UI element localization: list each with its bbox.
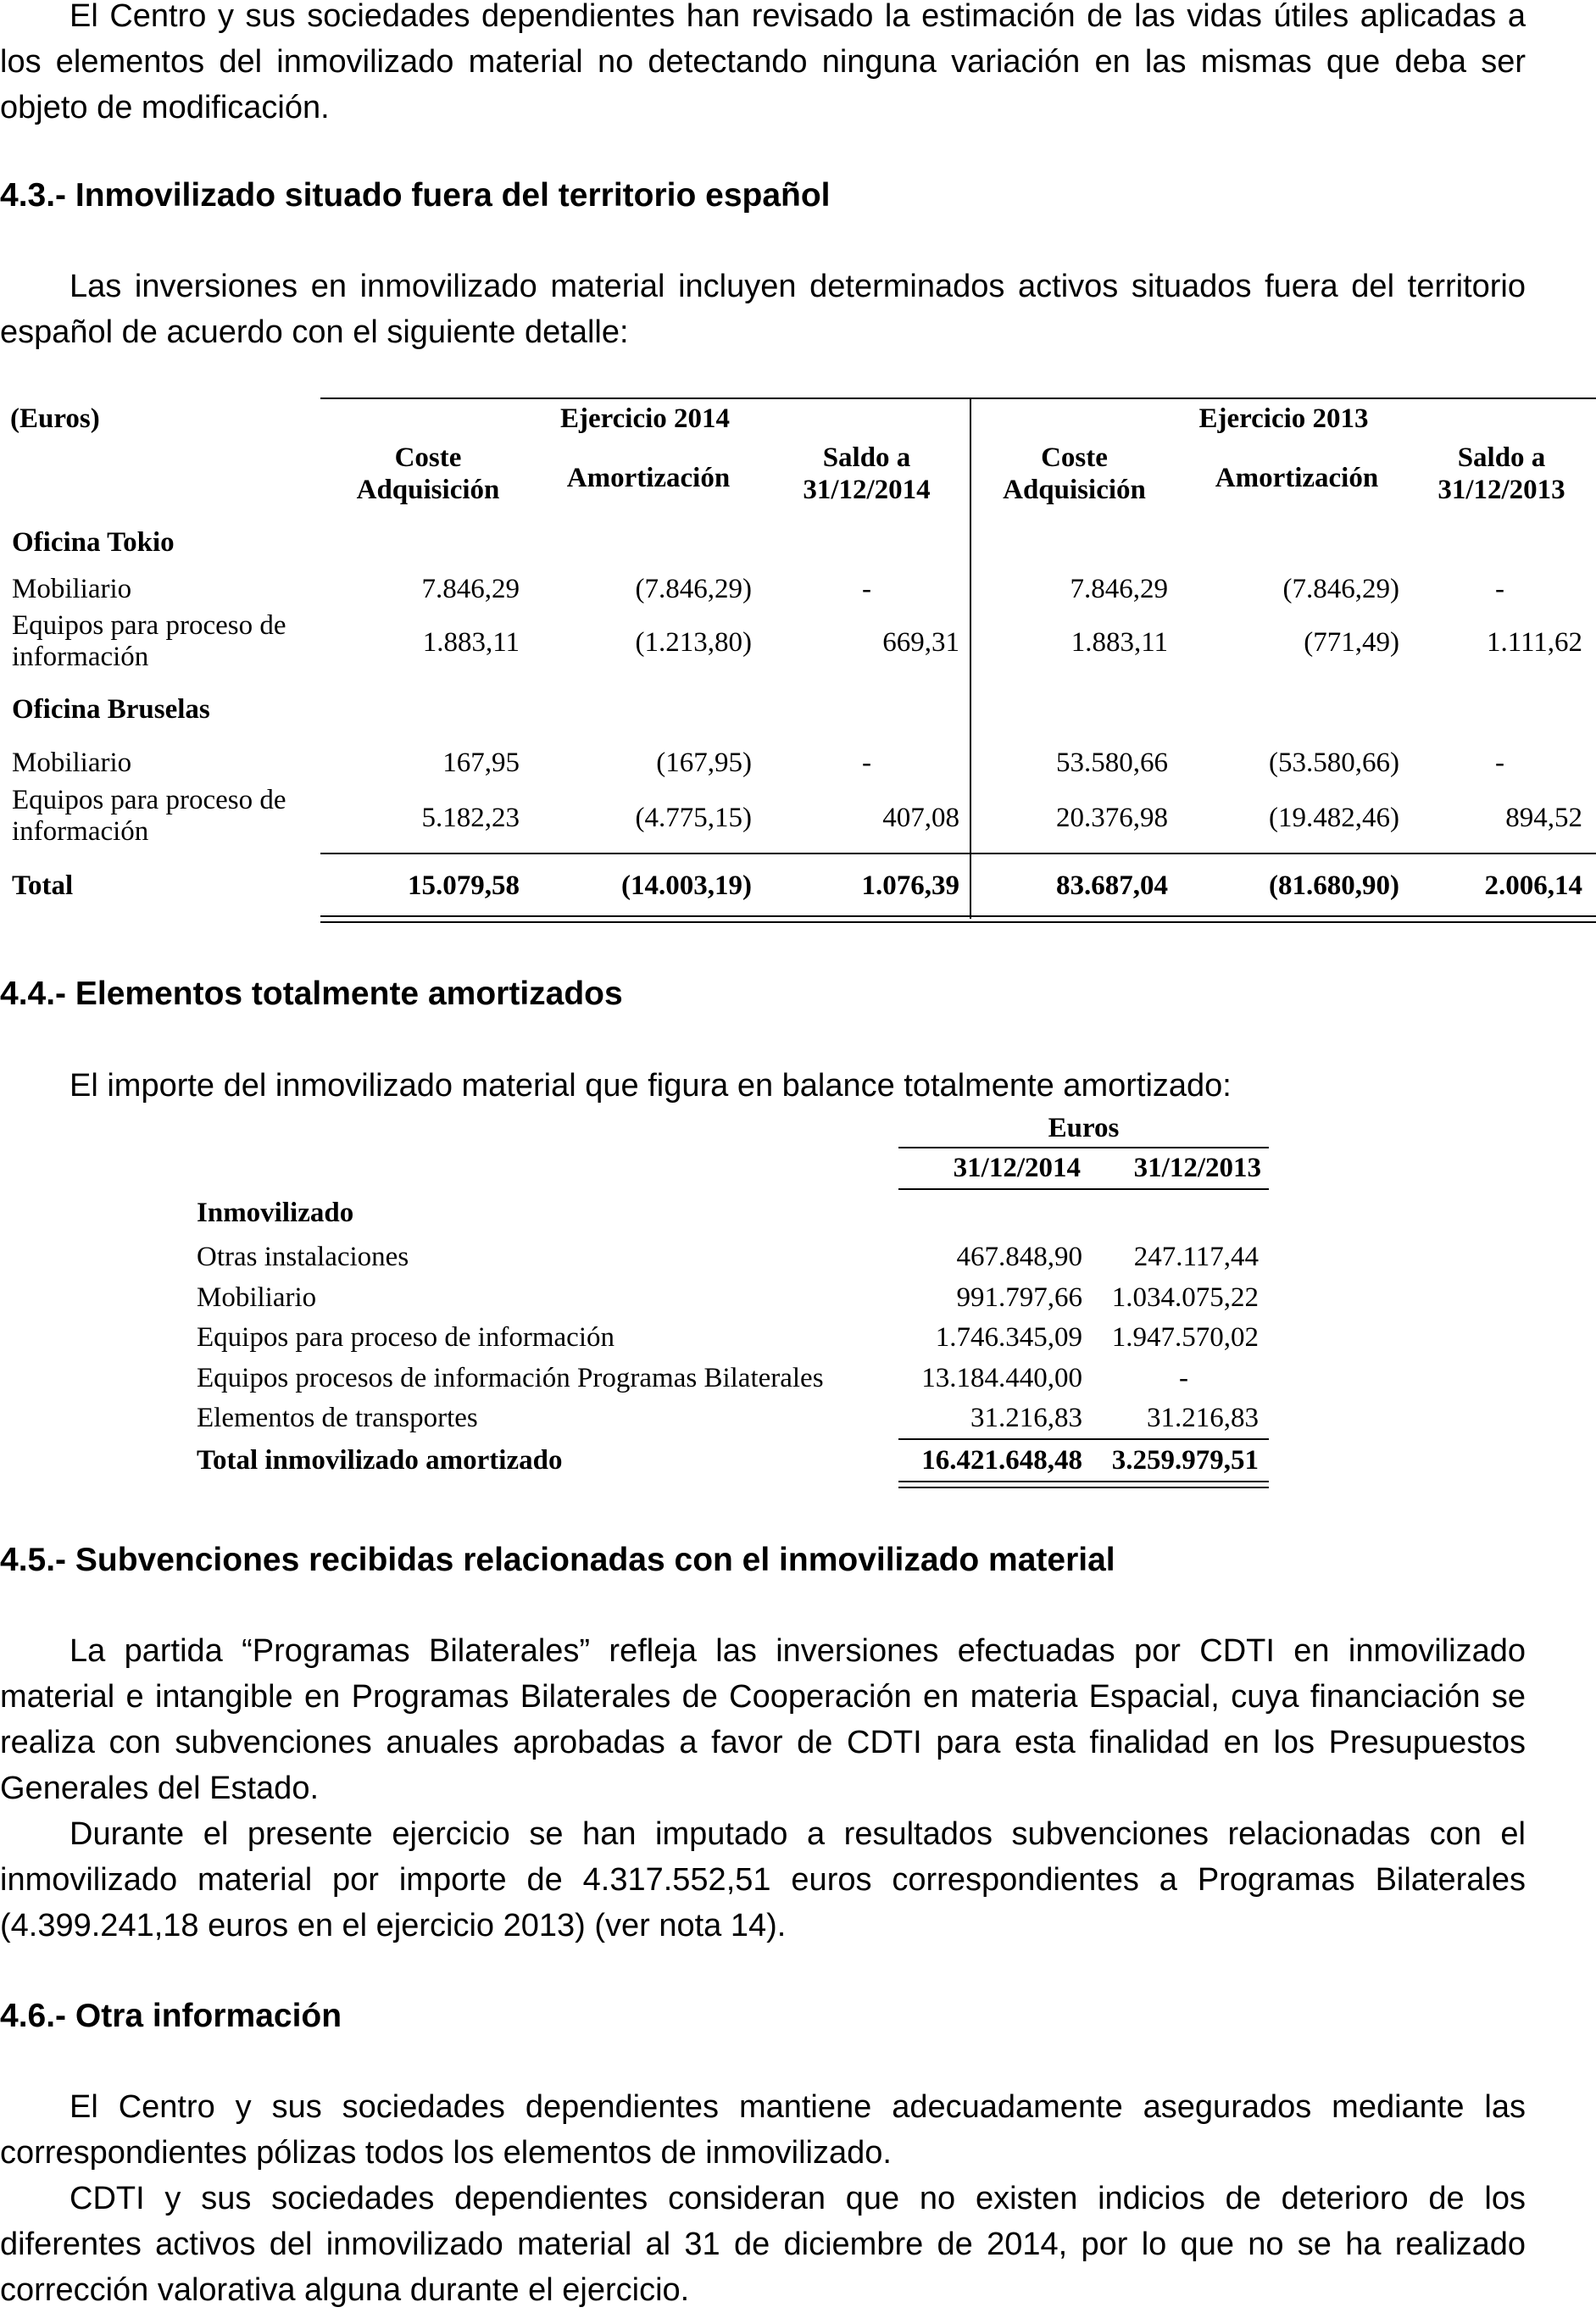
- intro-text: El Centro y sus sociedades dependientes han revisado la estimación de las vidas útiles aplicadas a los elementos del inmovilizado material no detectando ninguna variación en las mismas que deba ser objeto de modificación.: [0, 0, 1526, 125]
- table-total-rule: [320, 853, 1596, 854]
- group-inmovilizado: Inmovilizado: [197, 1198, 354, 1228]
- total-rule: [898, 1438, 1269, 1440]
- col-coste-2013: [975, 442, 1174, 506]
- cell-coste-2013: 53.580,66: [1056, 748, 1168, 778]
- cell-2013: -: [1179, 1363, 1188, 1393]
- section-4-3-paragraph: [0, 264, 1526, 355]
- total-coste-2014: 15.079,58: [408, 870, 520, 901]
- total-saldo-2014: 1.076,39: [861, 870, 959, 901]
- cell-saldo-2013: 894,52: [1505, 803, 1582, 833]
- cell-coste-2014: 7.846,29: [421, 574, 520, 604]
- row-label-line2: información: [12, 816, 149, 847]
- col-2014-header: 31/12/2014: [953, 1153, 1081, 1183]
- row-label: Elementos de transportes: [197, 1403, 478, 1433]
- cell-2014: 467.848,90: [956, 1242, 1082, 1272]
- col-saldo-2013: [1407, 442, 1596, 506]
- col-saldo-line2: 31/12/2013: [1438, 475, 1565, 505]
- section-4-5-heading: 4.5.- Subvenciones recibidas relacionadas con el inmovilizado material: [0, 1542, 1115, 1578]
- section-4-5-text-2: Durante el presente ejercicio se han imputado a resultados subvenciones relacionadas con el inmovilizado material por importe de 4.317.552,51 euros correspondientes a Programas Bilaterales (4.399.241,18 euros en el ejercicio 2013) (ver nota 14).: [0, 1816, 1526, 1943]
- section-4-5-paragraph-1: [0, 1628, 1526, 1811]
- section-4-5-text-1: La partida “Programas Bilaterales” refleja las inversiones efectuadas por CDTI en inmovilizado material e intangible en Programas Bilaterales de Cooperación en materia Espacial, cuya financiación se realiza con subvenciones anuales aprobadas a favor de CDTI para esta finalidad en los Presupuestos Generales del Estado.: [0, 1633, 1526, 1806]
- col-saldo-line2: 31/12/2014: [803, 475, 931, 505]
- total-label: Total: [12, 870, 74, 901]
- section-4-6-paragraph-2: [0, 2176, 1526, 2313]
- cell-coste-2013: 20.376,98: [1056, 803, 1168, 833]
- section-4-6-paragraph-1: [0, 2084, 1526, 2176]
- year-2014-header: Ejercicio 2014: [559, 403, 731, 434]
- col-coste-line1: Coste: [1041, 442, 1108, 473]
- total-2014: 16.421.648,48: [921, 1445, 1082, 1476]
- cell-2014: 31.216,83: [970, 1403, 1082, 1433]
- intro-paragraph: [0, 0, 1526, 131]
- total-double-rule-2: [898, 1487, 1269, 1488]
- cell-coste-2014: 1.883,11: [422, 627, 520, 658]
- cell-amortizacion-2013: (771,49): [1304, 627, 1399, 658]
- row-label-line2: información: [12, 642, 149, 672]
- euros-header: Euros: [1048, 1113, 1120, 1143]
- row-label: [12, 785, 286, 848]
- total-label: Total inmovilizado amortizado: [197, 1445, 563, 1476]
- cell-amortizacion-2014: (1.213,80): [635, 627, 752, 658]
- group-oficina-bruselas: Oficina Bruselas: [12, 694, 210, 725]
- group-oficina-tokio: Oficina Tokio: [12, 527, 175, 558]
- col-amortizacion-2013: Amortización: [1215, 463, 1379, 493]
- cell-amortizacion-2014: (4.775,15): [635, 803, 752, 833]
- cell-2014: 991.797,66: [956, 1282, 1082, 1313]
- table-year-divider: [970, 398, 971, 919]
- row-label: Equipos para proceso de información: [197, 1322, 615, 1353]
- col-coste-line2: Adquisición: [356, 475, 500, 505]
- cell-saldo-2014: 407,08: [882, 803, 959, 833]
- cell-coste-2014: 5.182,23: [421, 803, 520, 833]
- cell-coste-2013: 7.846,29: [1070, 574, 1168, 604]
- total-amortizacion-2013: (81.680,90): [1269, 870, 1399, 901]
- section-4-4-text: El importe del inmovilizado material que figura en balance totalmente amortizado:: [70, 1068, 1232, 1104]
- col-2013-header: 31/12/2013: [1133, 1153, 1261, 1183]
- cell-saldo-2013: -: [1495, 574, 1504, 604]
- total-coste-2013: 83.687,04: [1056, 870, 1168, 901]
- col-coste-line2: Adquisición: [1003, 475, 1146, 505]
- row-label: Mobiliario: [12, 574, 132, 604]
- section-4-3-text: Las inversiones en inmovilizado material incluyen determinados activos situados fuera del territorio español de acuerdo con el siguiente detalle:: [0, 269, 1526, 350]
- euros-rule: [898, 1147, 1269, 1148]
- row-label: Mobiliario: [12, 748, 132, 778]
- table-bottom-rule-2: [320, 921, 1596, 923]
- cell-amortizacion-2013: (19.482,46): [1269, 803, 1399, 833]
- total-double-rule-1: [898, 1481, 1269, 1482]
- cell-2013: 1.034.075,22: [1111, 1282, 1259, 1313]
- row-label-line1: Equipos para proceso de: [12, 785, 286, 815]
- header-rule: [898, 1188, 1269, 1190]
- section-4-6-heading: 4.6.- Otra información: [0, 1998, 342, 2034]
- row-label: Mobiliario: [197, 1282, 317, 1313]
- cell-amortizacion-2013: (53.580,66): [1269, 748, 1399, 778]
- col-coste-line1: Coste: [394, 442, 462, 473]
- cell-coste-2014: 167,95: [442, 748, 520, 778]
- col-saldo-2014: [767, 442, 966, 506]
- total-2013: 3.259.979,51: [1111, 1445, 1259, 1476]
- section-4-4-heading: 4.4.- Elementos totalmente amortizados: [0, 976, 623, 1012]
- cell-amortizacion-2014: (167,95): [656, 748, 752, 778]
- cell-saldo-2014: -: [862, 574, 871, 604]
- cell-2013: 31.216,83: [1147, 1403, 1259, 1433]
- cell-2013: 1.947.570,02: [1111, 1322, 1259, 1353]
- col-amortizacion-2014: Amortización: [566, 463, 731, 493]
- row-label: Equipos procesos de información Programas Bilaterales: [197, 1363, 824, 1393]
- cell-coste-2013: 1.883,11: [1070, 627, 1168, 658]
- cell-saldo-2013: -: [1495, 748, 1504, 778]
- total-amortizacion-2014: (14.003,19): [621, 870, 752, 901]
- col-coste-2014: [322, 442, 534, 506]
- section-4-4-paragraph: [0, 1063, 1526, 1109]
- col-saldo-line1: Saldo a: [822, 442, 911, 473]
- cell-saldo-2014: -: [862, 748, 871, 778]
- cell-amortizacion-2013: (7.846,29): [1282, 574, 1399, 604]
- table-bottom-rule-1: [320, 915, 1596, 917]
- cell-2014: 13.184.440,00: [921, 1363, 1082, 1393]
- cell-2014: 1.746.345,09: [935, 1322, 1082, 1353]
- total-saldo-2013: 2.006,14: [1484, 870, 1582, 901]
- row-label: Otras instalaciones: [197, 1242, 409, 1272]
- section-4-5-paragraph-2: [0, 1811, 1526, 1949]
- row-label-line1: Equipos para proceso de: [12, 610, 286, 641]
- section-4-6-text-1: El Centro y sus sociedades dependientes mantiene adecuadamente asegurados mediante las correspondientes pólizas todos los elementos de inmovilizado.: [0, 2089, 1526, 2171]
- section-4-3-heading: 4.3.- Inmovilizado situado fuera del territorio español: [0, 177, 831, 214]
- cell-saldo-2013: 1.111,62: [1486, 627, 1582, 658]
- cell-2013: 247.117,44: [1133, 1242, 1259, 1272]
- cell-saldo-2014: 669,31: [882, 627, 959, 658]
- year-2013-header: Ejercicio 2013: [1198, 403, 1369, 434]
- row-label: [12, 610, 286, 673]
- col-saldo-line1: Saldo a: [1457, 442, 1546, 473]
- section-4-6-text-2: CDTI y sus sociedades dependientes consideran que no existen indicios de deterioro de los diferentes activos del inmovilizado material al 31 de diciembre de 2014, por lo que no se ha realizado corrección valorativa alguna durante el ejercicio.: [0, 2181, 1526, 2308]
- table-top-rule: [320, 398, 1596, 399]
- table-unit-label: (Euros): [10, 403, 100, 434]
- cell-amortizacion-2014: (7.846,29): [635, 574, 752, 604]
